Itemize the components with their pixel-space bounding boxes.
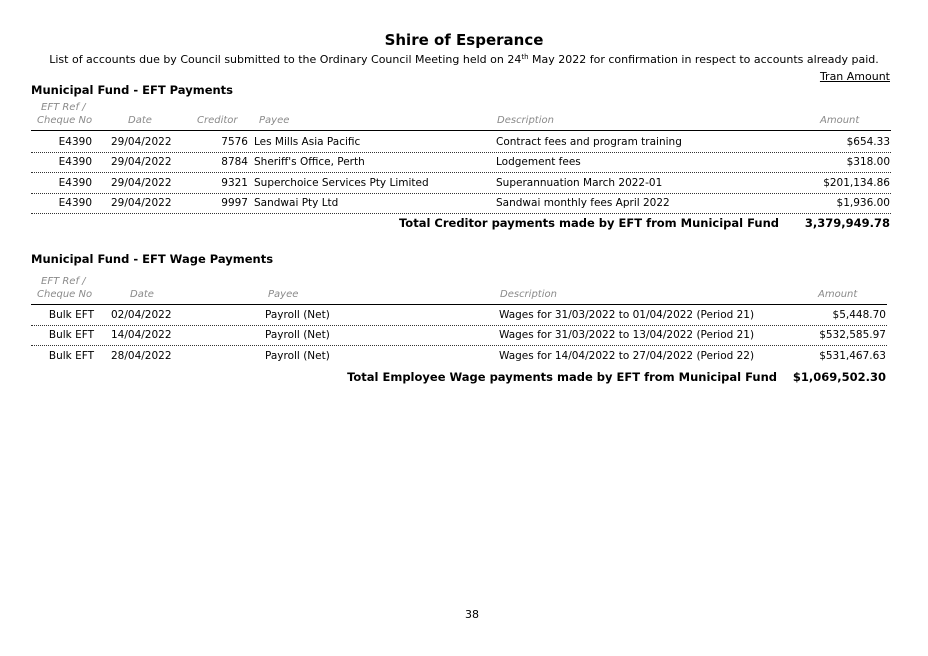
eft-cell-creditor: 7576 xyxy=(221,136,248,148)
subtitle-text-start: List of accounts due by Council submitted to the Ordinary Council Meeting held on 24 xyxy=(49,53,522,66)
eft-cell-description: Lodgement fees xyxy=(496,156,581,169)
eft-row-divider xyxy=(31,193,891,194)
eft-section-title: Municipal Fund - EFT Payments xyxy=(31,83,234,97)
wage-cell-ref: Bulk EFT xyxy=(48,309,94,321)
wage-total-value: $1,069,502.30 xyxy=(792,370,886,384)
wage-header-ref-line2: Cheque No xyxy=(37,289,93,300)
wage-cell-ref: Bulk EFT xyxy=(48,329,94,342)
wage-total-label: Total Employee Wage payments made by EFT from Municipal Fund xyxy=(347,370,777,384)
eft-header-date: Date xyxy=(128,115,152,126)
eft-cell-description: Contract fees and program training xyxy=(496,136,682,148)
wage-section-title: Municipal Fund - EFT Wage Payments xyxy=(31,252,274,266)
wage-cell-payee: Payroll (Net) xyxy=(265,309,330,321)
subtitle-superscript: th xyxy=(521,53,529,61)
page-title: Shire of Esperance xyxy=(384,31,544,49)
wage-header-description: Description xyxy=(500,289,557,300)
eft-header-amount: Amount xyxy=(820,115,860,126)
wage-cell-amount: $532,585.97 xyxy=(819,329,886,342)
wage-row-divider xyxy=(31,325,887,326)
eft-cell-payee: Superchoice Services Pty Limited xyxy=(254,176,429,189)
eft-cell-payee: Les Mills Asia Pacific xyxy=(254,136,361,148)
wage-cell-description: Wages for 31/03/2022 to 01/04/2022 (Period 21) xyxy=(499,309,755,321)
page-subtitle xyxy=(0,53,928,66)
wage-cell-date: 28/04/2022 xyxy=(111,349,172,362)
wage-cell-payee: Payroll (Net) xyxy=(265,349,330,362)
wage-cell-payee: Payroll (Net) xyxy=(265,329,330,342)
eft-cell-amount: $1,936.00 xyxy=(836,196,890,209)
wage-cell-description: Wages for 31/03/2022 to 13/04/2022 (Period 21) xyxy=(499,329,755,342)
wage-cell-amount: $531,467.63 xyxy=(819,349,886,362)
eft-cell-ref: E4390 xyxy=(58,176,92,189)
eft-cell-amount: $654.33 xyxy=(846,136,890,148)
wage-cell-date: 14/04/2022 xyxy=(111,329,172,342)
eft-header-rule xyxy=(31,130,891,131)
wage-header-payee: Payee xyxy=(268,289,299,300)
eft-header-payee: Payee xyxy=(259,115,290,126)
eft-cell-creditor: 9321 xyxy=(221,176,248,189)
subtitle-text-end: May 2022 for confirmation in respect to accounts already paid. xyxy=(528,53,879,66)
wage-header-ref-line1: EFT Ref / xyxy=(41,276,86,287)
page-number: 38 xyxy=(465,608,479,621)
eft-cell-date: 29/04/2022 xyxy=(111,176,172,189)
wage-header-rule xyxy=(31,304,887,305)
eft-row-divider xyxy=(31,172,891,173)
eft-cell-date: 29/04/2022 xyxy=(111,156,172,169)
eft-header-ref-line1: EFT Ref / xyxy=(41,102,86,113)
eft-cell-description: Sandwai monthly fees April 2022 xyxy=(496,196,670,209)
wage-cell-amount: $5,448.70 xyxy=(832,309,886,321)
eft-total-label: Total Creditor payments made by EFT from Municipal Fund xyxy=(398,216,779,230)
eft-cell-creditor: 9997 xyxy=(221,196,248,209)
eft-total-value: 3,379,949.78 xyxy=(804,216,890,230)
wage-row-divider xyxy=(31,345,887,346)
eft-cell-description: Superannuation March 2022-01 xyxy=(496,176,663,189)
eft-row-divider xyxy=(31,152,891,153)
wage-header-amount: Amount xyxy=(818,289,858,300)
eft-cell-ref: E4390 xyxy=(58,156,92,169)
eft-cell-payee: Sandwai Pty Ltd xyxy=(254,196,339,209)
wage-cell-ref: Bulk EFT xyxy=(48,349,94,362)
eft-header-description: Description xyxy=(497,115,554,126)
eft-cell-ref: E4390 xyxy=(58,136,92,148)
wage-cell-date: 02/04/2022 xyxy=(111,309,172,321)
eft-cell-amount: $318.00 xyxy=(846,156,890,169)
eft-cell-payee: Sheriff's Office, Perth xyxy=(254,156,365,169)
eft-header-ref-line2: Cheque No xyxy=(37,115,93,126)
eft-cell-amount: $201,134.86 xyxy=(823,176,890,189)
eft-cell-date: 29/04/2022 xyxy=(111,196,172,209)
eft-cell-date: 29/04/2022 xyxy=(111,136,172,148)
eft-row-divider xyxy=(31,213,891,214)
eft-header-creditor: Creditor xyxy=(197,115,238,126)
eft-cell-creditor: 8784 xyxy=(221,156,248,169)
wage-header-date: Date xyxy=(130,289,154,300)
wage-cell-description: Wages for 14/04/2022 to 27/04/2022 (Period 22) xyxy=(499,349,755,362)
eft-cell-ref: E4390 xyxy=(58,196,92,209)
tran-amount-label: Tran Amount xyxy=(819,70,890,83)
